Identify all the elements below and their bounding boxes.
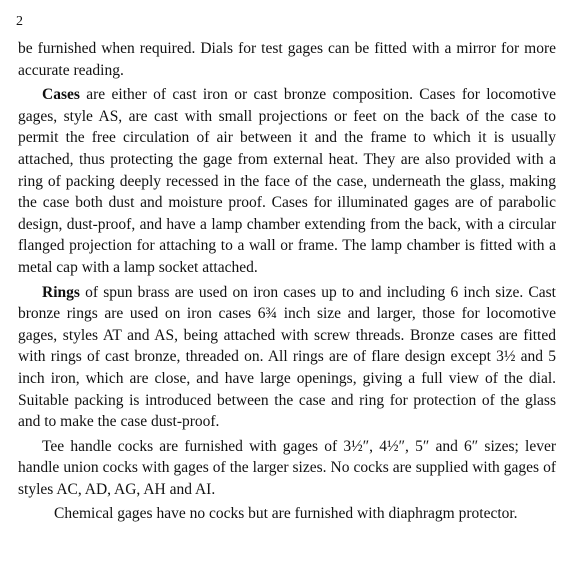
run-in-heading-rings: Rings	[42, 283, 80, 301]
paragraph-chemical-gages	[18, 503, 556, 525]
paragraph-rings	[18, 282, 556, 433]
run-in-heading-cases: Cases	[42, 86, 80, 104]
paragraph-text: Chemical gages have no cocks but are furnished with diaphragm protector.	[54, 505, 518, 523]
paragraph-text: are either of cast iron or cast bronze composition. Cases for locomotive gages, style AS, are cast with small projections or feet on the back of the case to permit the free circulation of air between it and the frame to which it is usually attached, thus protecting the gage from external heat. They are also provided with a ring of packing deeply recessed in the face of the case, underneath the glass, making the case both dust and moisture proof. Cases for illuminated gages are of parabolic design, dust-proof, and have a lamp chamber extending from the back, with a circular flanged projection for attaching to a wall or frame. The lamp chamber is fitted with a metal cap with a lamp socket attached.	[18, 86, 556, 276]
body-text	[18, 38, 556, 525]
paragraph-cases	[18, 84, 556, 278]
page-number: 2	[16, 14, 23, 29]
paragraph-continuation	[18, 38, 556, 81]
paragraph-text: be furnished when required. Dials for test gages can be fitted with a mirror for more accurate reading.	[18, 40, 556, 79]
paragraph-text: Tee handle cocks are furnished with gages of 3½″, 4½″, 5″ and 6″ sizes; lever handle union cocks with gages of the larger sizes. No cocks are supplied with gages of styles AC, AD, AG, AH and AI.	[18, 437, 556, 498]
paragraph-cocks	[18, 436, 556, 501]
paragraph-text: of spun brass are used on iron cases up to and including 6 inch size. Cast bronze rings are used on iron cases 6¾ inch size and larger, those for locomotive gages, styles AT and AS, being attached with screw threads. Bronze cases are fitted with rings of cast bronze, threaded on. All rings are of flare design except 3½ and 5 inch iron, which are close, and have large openings, giving a full view of the dial. Suitable packing is introduced between the case and ring for protection of the glass and to make the case dust-proof.	[18, 283, 556, 431]
